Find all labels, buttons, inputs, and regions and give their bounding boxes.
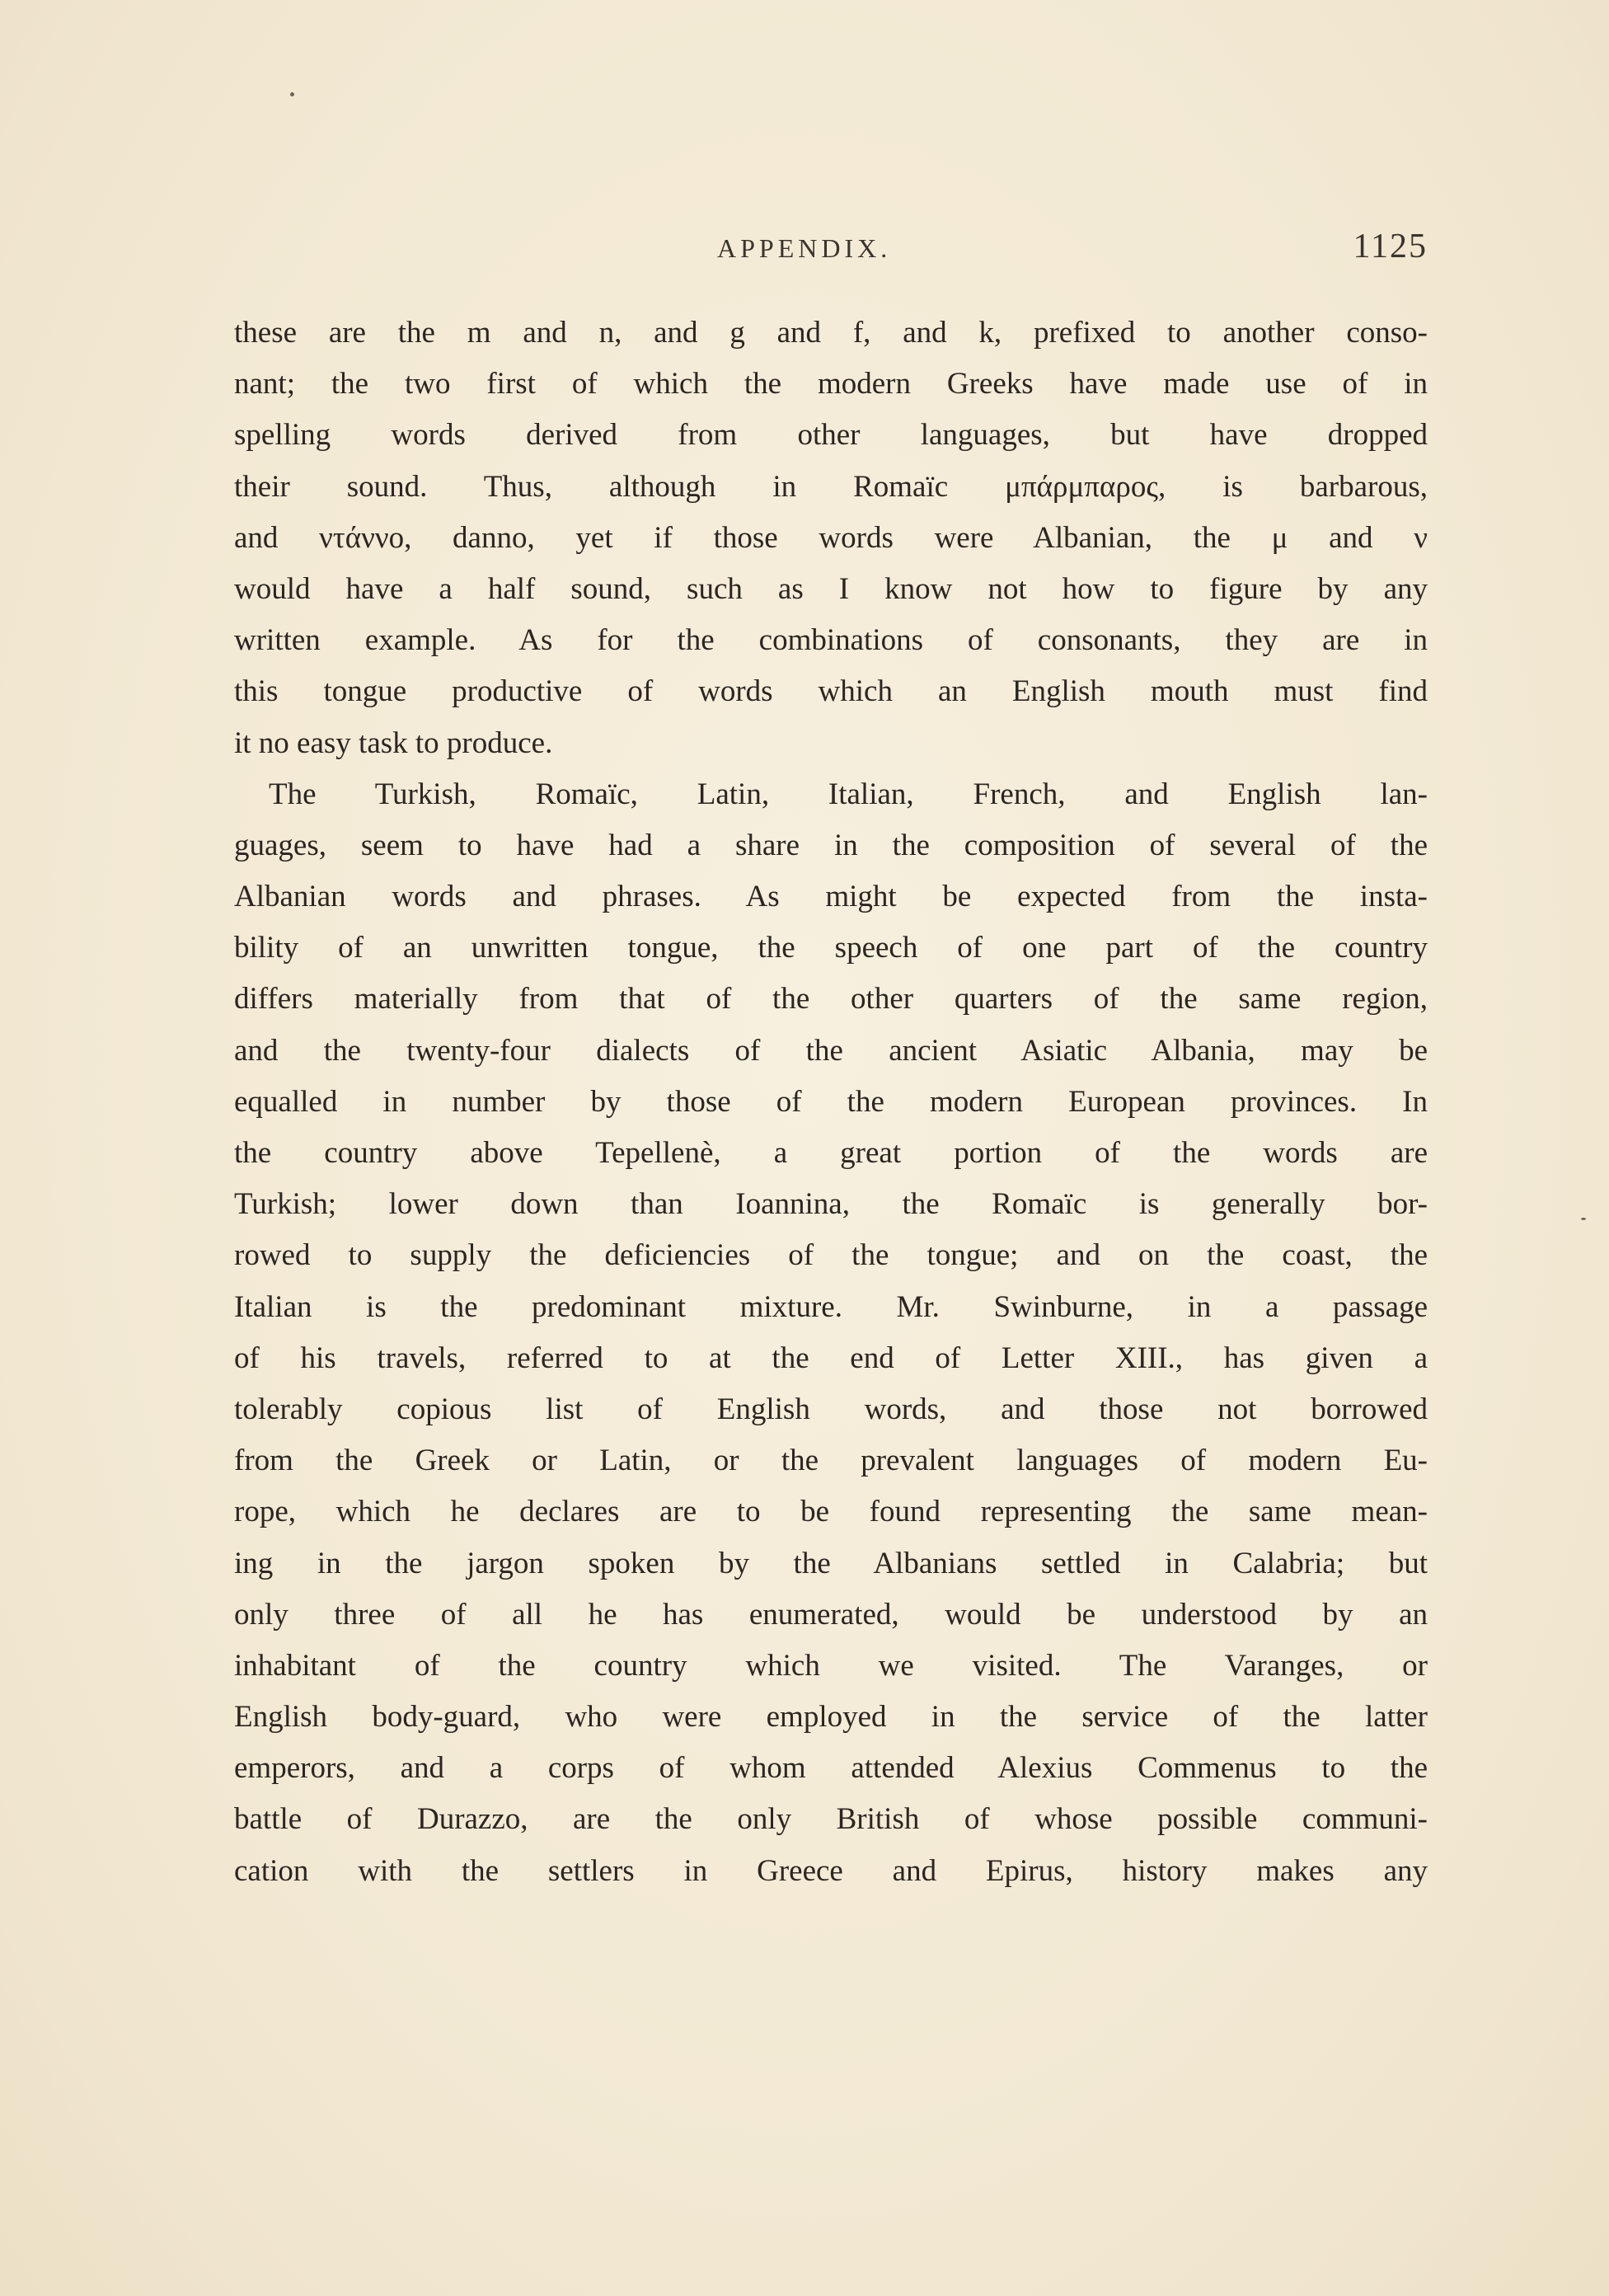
text-line: and ντάννο, danno, yet if those words were Albanian, the μ and ν — [234, 520, 1428, 555]
body-text — [234, 308, 1428, 1897]
text-line: nant; the two first of which the modern Greeks have made use of in — [234, 367, 1428, 401]
text-line: inhabitant of the country which we visited. The Varanges, or — [234, 1648, 1428, 1683]
text-line: from the Greek or Latin, or the prevalent languages of modern Eu- — [234, 1444, 1428, 1478]
text-line: the country above Tepellenè, a great portion of the words are — [234, 1136, 1428, 1170]
text-line: Turkish; lower down than Ioannina, the Romaïc is generally bor- — [234, 1187, 1428, 1222]
text-line: bility of an unwritten tongue, the speech of one part of the country — [234, 931, 1428, 965]
text-line: these are the m and n, and g and f, and k, prefixed to another conso- — [234, 316, 1428, 350]
text-line: guages, seem to have had a share in the composition of several of the — [234, 828, 1428, 862]
page-number: 1125 — [1353, 228, 1428, 265]
text-line: cation with the settlers in Greece and Epirus, history makes any — [234, 1853, 1428, 1888]
ink-speck — [290, 92, 294, 96]
text-line: English body-guard, who were employed in the service of the latter — [234, 1700, 1428, 1735]
page-header — [234, 228, 1428, 275]
text-line: emperors, and a corps of whom attended Alexius Commenus to the — [234, 1751, 1428, 1786]
text-line: this tongue productive of words which an English mouth must find — [234, 674, 1428, 709]
text-line: tolerably copious list of English words, and those not borrowed — [234, 1392, 1428, 1426]
text-line: battle of Durazzo, are the only British of whose possible communi- — [234, 1802, 1428, 1837]
text-line: their sound. Thus, although in Romaïc μπάρμπαρος, is barbarous, — [234, 469, 1428, 504]
running-head: APPENDIX. — [717, 233, 892, 263]
text-line: Albanian words and phrases. As might be expected from the insta- — [234, 880, 1428, 914]
text-line: and the twenty-four dialects of the ancient Asiatic Albania, may be — [234, 1033, 1428, 1068]
text-line: written example. As for the combinations of consonants, they are in — [234, 623, 1428, 658]
text-line: rowed to supply the deficiencies of the tongue; and on the coast, the — [234, 1238, 1428, 1273]
text-line: ing in the jargon spoken by the Albanians settled in Calabria; but — [234, 1546, 1428, 1580]
paragraph-start-line: The Turkish, Romaïc, Latin, Italian, French, and English lan- — [269, 777, 1428, 811]
text-line: rope, which he declares are to be found representing the same mean- — [234, 1495, 1428, 1529]
text-line: only three of all he has enumerated, would be understood by an — [234, 1597, 1428, 1632]
text-line: spelling words derived from other languages, but have dropped — [234, 418, 1428, 453]
text-line: would have a half sound, such as I know not how to figure by any — [234, 571, 1428, 606]
text-line: differs materially from that of the other quarters of the same region, — [234, 982, 1428, 1017]
text-line: of his travels, referred to at the end of Letter XIII., has given a — [234, 1341, 1428, 1375]
text-line: Italian is the predominant mixture. Mr. Swinburne, in a passage — [234, 1289, 1428, 1324]
ink-speck — [1581, 1218, 1586, 1220]
paragraph-end-line: it no easy task to produce. — [234, 725, 553, 760]
text-line: equalled in number by those of the modern European provinces. In — [234, 1084, 1428, 1119]
